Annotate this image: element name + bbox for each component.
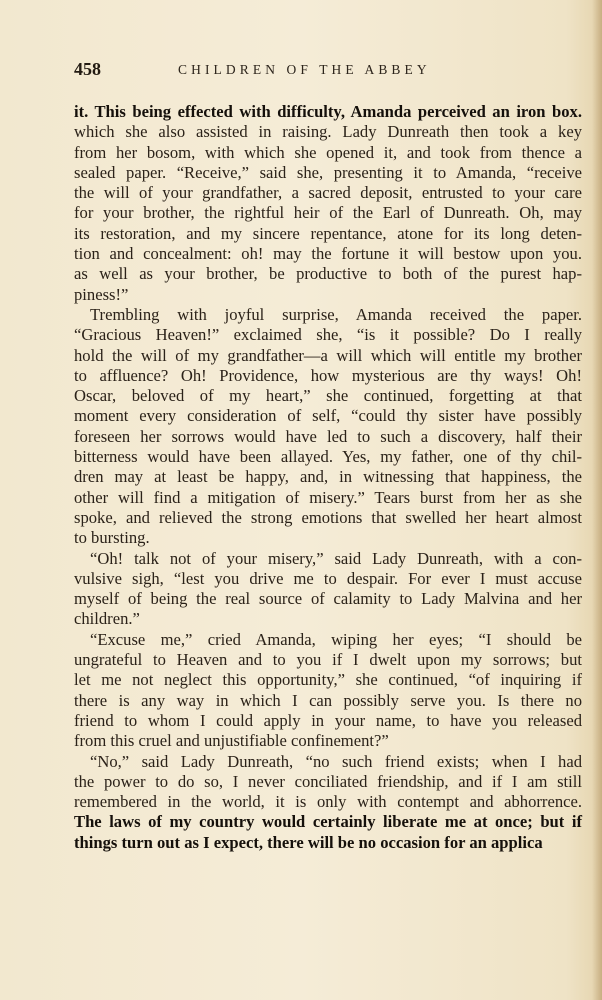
text-line: vulsive sigh, “lest you drive me to despair. For ever I must accuse — [74, 568, 582, 588]
text-line: to bursting. — [74, 528, 150, 548]
text-line: the power to do so, I never conciliated friendship, and if I am still — [74, 771, 582, 791]
text-line: remembered in the world, it is only with contempt and abhorrence. — [74, 792, 582, 812]
text-line: there is any way in which I can possibly serve you. Is there no — [74, 690, 582, 710]
text-line: friend to whom I could apply in your name, to have you released — [74, 710, 582, 730]
text-line: things turn out as I expect, there will be no occasion for an applica — [74, 832, 543, 852]
text-line: as well as your brother, be productive to both of the purest hap- — [74, 264, 582, 284]
text-line: from this cruel and unjustifiable confinement?” — [74, 731, 389, 751]
page-header — [74, 58, 590, 82]
page-edge-shadow — [592, 0, 602, 1000]
text-line: tion and concealment: oh! may the fortune it will bestow upon you. — [74, 244, 582, 264]
text-line: spoke, and relieved the strong emotions that swelled her heart almost — [74, 507, 582, 527]
text-line: “Gracious Heaven!” exclaimed she, “is it possible? Do I really — [74, 325, 582, 345]
text-line: children.” — [74, 609, 140, 629]
text-line: hold the will of my grandfather—a will which will entitle my brother — [74, 345, 582, 365]
text-line: for your brother, the rightful heir of the Earl of Dunreath. Oh, may — [74, 203, 582, 223]
text-line: from her bosom, with which she opened it, and took from thence a — [74, 142, 582, 162]
text-line: ungrateful to Heaven and to you if I dwelt upon my sorrows; but — [74, 650, 582, 670]
text-line: the will of your grandfather, a sacred deposit, entrusted to your care — [74, 183, 582, 203]
text-line: “No,” said Lady Dunreath, “no such friend exists; when I had — [90, 751, 582, 771]
text-line: piness!” — [74, 284, 129, 304]
text-line: let me not neglect this opportunity,” she continued, “of inquiring if — [74, 670, 582, 690]
text-line: other will find a mitigation of misery.” Tears burst from her as she — [74, 487, 582, 507]
text-line: Trembling with joyful surprise, Amanda received the paper. — [90, 304, 582, 324]
page-number: 458 — [74, 59, 101, 79]
text-line: bitterness would have been allayed. Yes, my father, one of thy chil- — [74, 447, 582, 467]
text-line: foreseen her sorrows would have led to such a discovery, half their — [74, 426, 582, 446]
running-head: CHILDREN OF THE ABBEY — [178, 62, 431, 77]
text-line: it. This being effected with difficulty, Amanda perceived an iron box. — [74, 102, 582, 121]
text-line: The laws of my country would certainly liberate me at once; but if — [74, 812, 582, 832]
text-line: moment every consideration of self, “could thy sister have possibly — [74, 406, 582, 426]
text-line: its restoration, and my sincere repentance, atone for its long deten- — [74, 223, 582, 243]
text-line: dren may at least be happy, and, in witnessing that happiness, the — [74, 467, 582, 487]
text-line: which she also assisted in raising. Lady Dunreath then took a key — [74, 122, 582, 142]
body-text — [74, 102, 582, 853]
text-line: “Oh! talk not of your misery,” said Lady Dunreath, with a con- — [90, 548, 582, 568]
text-line: “Excuse me,” cried Amanda, wiping her eyes; “I should be — [90, 629, 582, 649]
text-line: sealed paper. “Receive,” said she, presenting it to Amanda, “receive — [74, 162, 582, 182]
text-line: myself of being the real source of calamity to Lady Malvina and her — [74, 589, 582, 609]
text-line: to affluence? Oh! Providence, how mysterious are thy ways! Oh! — [74, 365, 582, 385]
text-line: Oscar, beloved of my heart,” she continued, forgetting at that — [74, 386, 582, 406]
